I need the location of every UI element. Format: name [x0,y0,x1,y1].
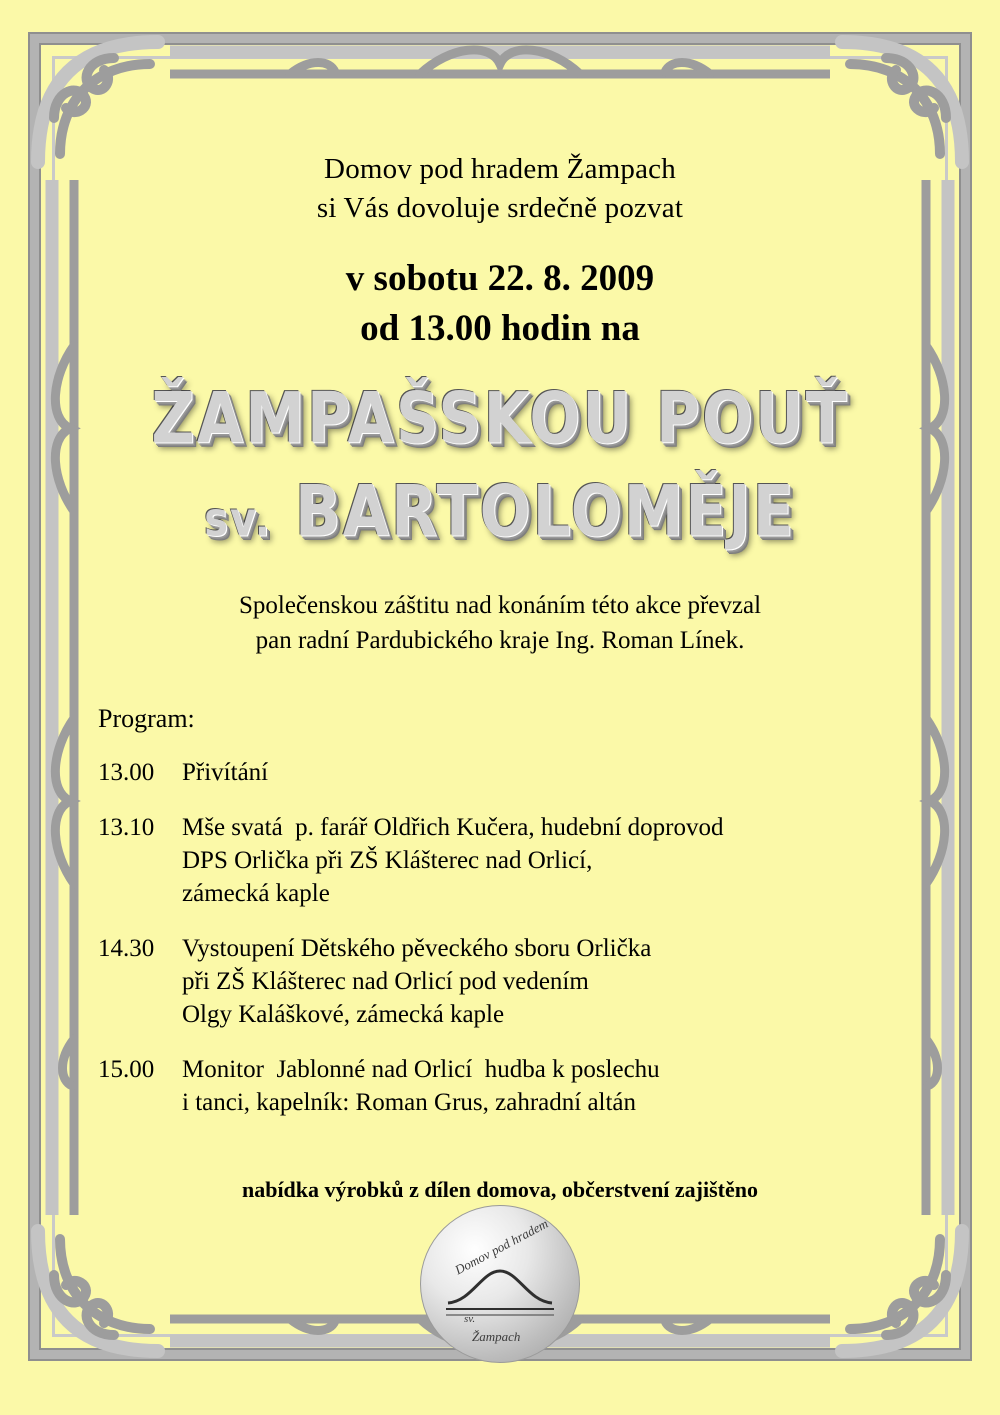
event-title-main: BARTOLOMĚJE [295,470,796,554]
program-item [98,756,910,789]
poster-content [90,150,910,1203]
patronage-line-1: Společenskou záštitu nad konáním této akce převzal [238,592,762,620]
program-item-line: zámecká kaple [182,880,330,908]
program-item-description [176,1053,910,1119]
logo-bottom-text: Žampach [472,1329,521,1344]
program-item-line: Přivítání [182,759,269,787]
program-item-time: 15.00 [98,1056,155,1084]
program-item-description [176,756,910,789]
program-item-line: Monitor Jablonné nad Orlicí hudba k poslechu [182,1056,660,1084]
event-title-prefix: sv. [204,493,273,548]
program-list [98,756,910,1119]
poster-footnote: nabídka výrobků z dílen domova, občerstvení zajištěno [241,1177,759,1203]
program-item-time: 13.00 [98,759,155,787]
edge-ornament-icon [170,24,830,104]
program-item [98,1053,910,1119]
program-item [98,811,910,910]
event-date: v sobotu 22. 8. 2009 [345,258,655,300]
event-title-line-2 [90,470,910,554]
logo-top-text: Domov pod hradem [452,1215,551,1278]
program-item-time: 14.30 [98,935,155,963]
program-item-description [176,932,910,1031]
program-item-line: při ZŠ Klášterec nad Orlicí pod vedením [182,968,589,996]
patronage-block [90,588,910,658]
logo-small-text: sv. [464,1313,476,1325]
program-item-line: Vystoupení Dětského pěveckého sboru Orlička [182,935,652,963]
invitation-block [90,150,910,228]
program-item-line: i tanci, kapelník: Roman Grus, zahradní altán [182,1089,637,1117]
program-section [90,704,910,1119]
event-title [90,377,910,554]
corner-ornament-icon [832,1221,982,1371]
event-title-line-1: ŽAMPAŠSKOU POUŤ [151,377,849,461]
invite-line-1: Domov pod hradem Žampach [324,153,676,185]
program-item-line: Olgy Kaláškové, zámecká kaple [182,1001,505,1029]
organization-logo [420,1205,580,1363]
program-item-description [176,811,910,910]
invite-line-2: si Vás dovoluje srdečně pozvat [316,192,684,225]
program-item-line: DPS Orlička při ZŠ Klášterec nad Orlicí, [182,847,593,875]
program-item-line: Mše svatá p. farář Oldřich Kučera, hudební doprovod [182,814,724,842]
program-item [98,932,910,1031]
event-date-block [90,254,910,354]
patronage-line-2: pan radní Pardubického kraje Ing. Roman Línek. [255,627,745,655]
program-heading: Program: [98,704,195,734]
corner-ornament-icon [18,1221,168,1371]
event-time: od 13.00 hodin na [360,308,640,350]
program-item-time: 13.10 [98,814,155,842]
